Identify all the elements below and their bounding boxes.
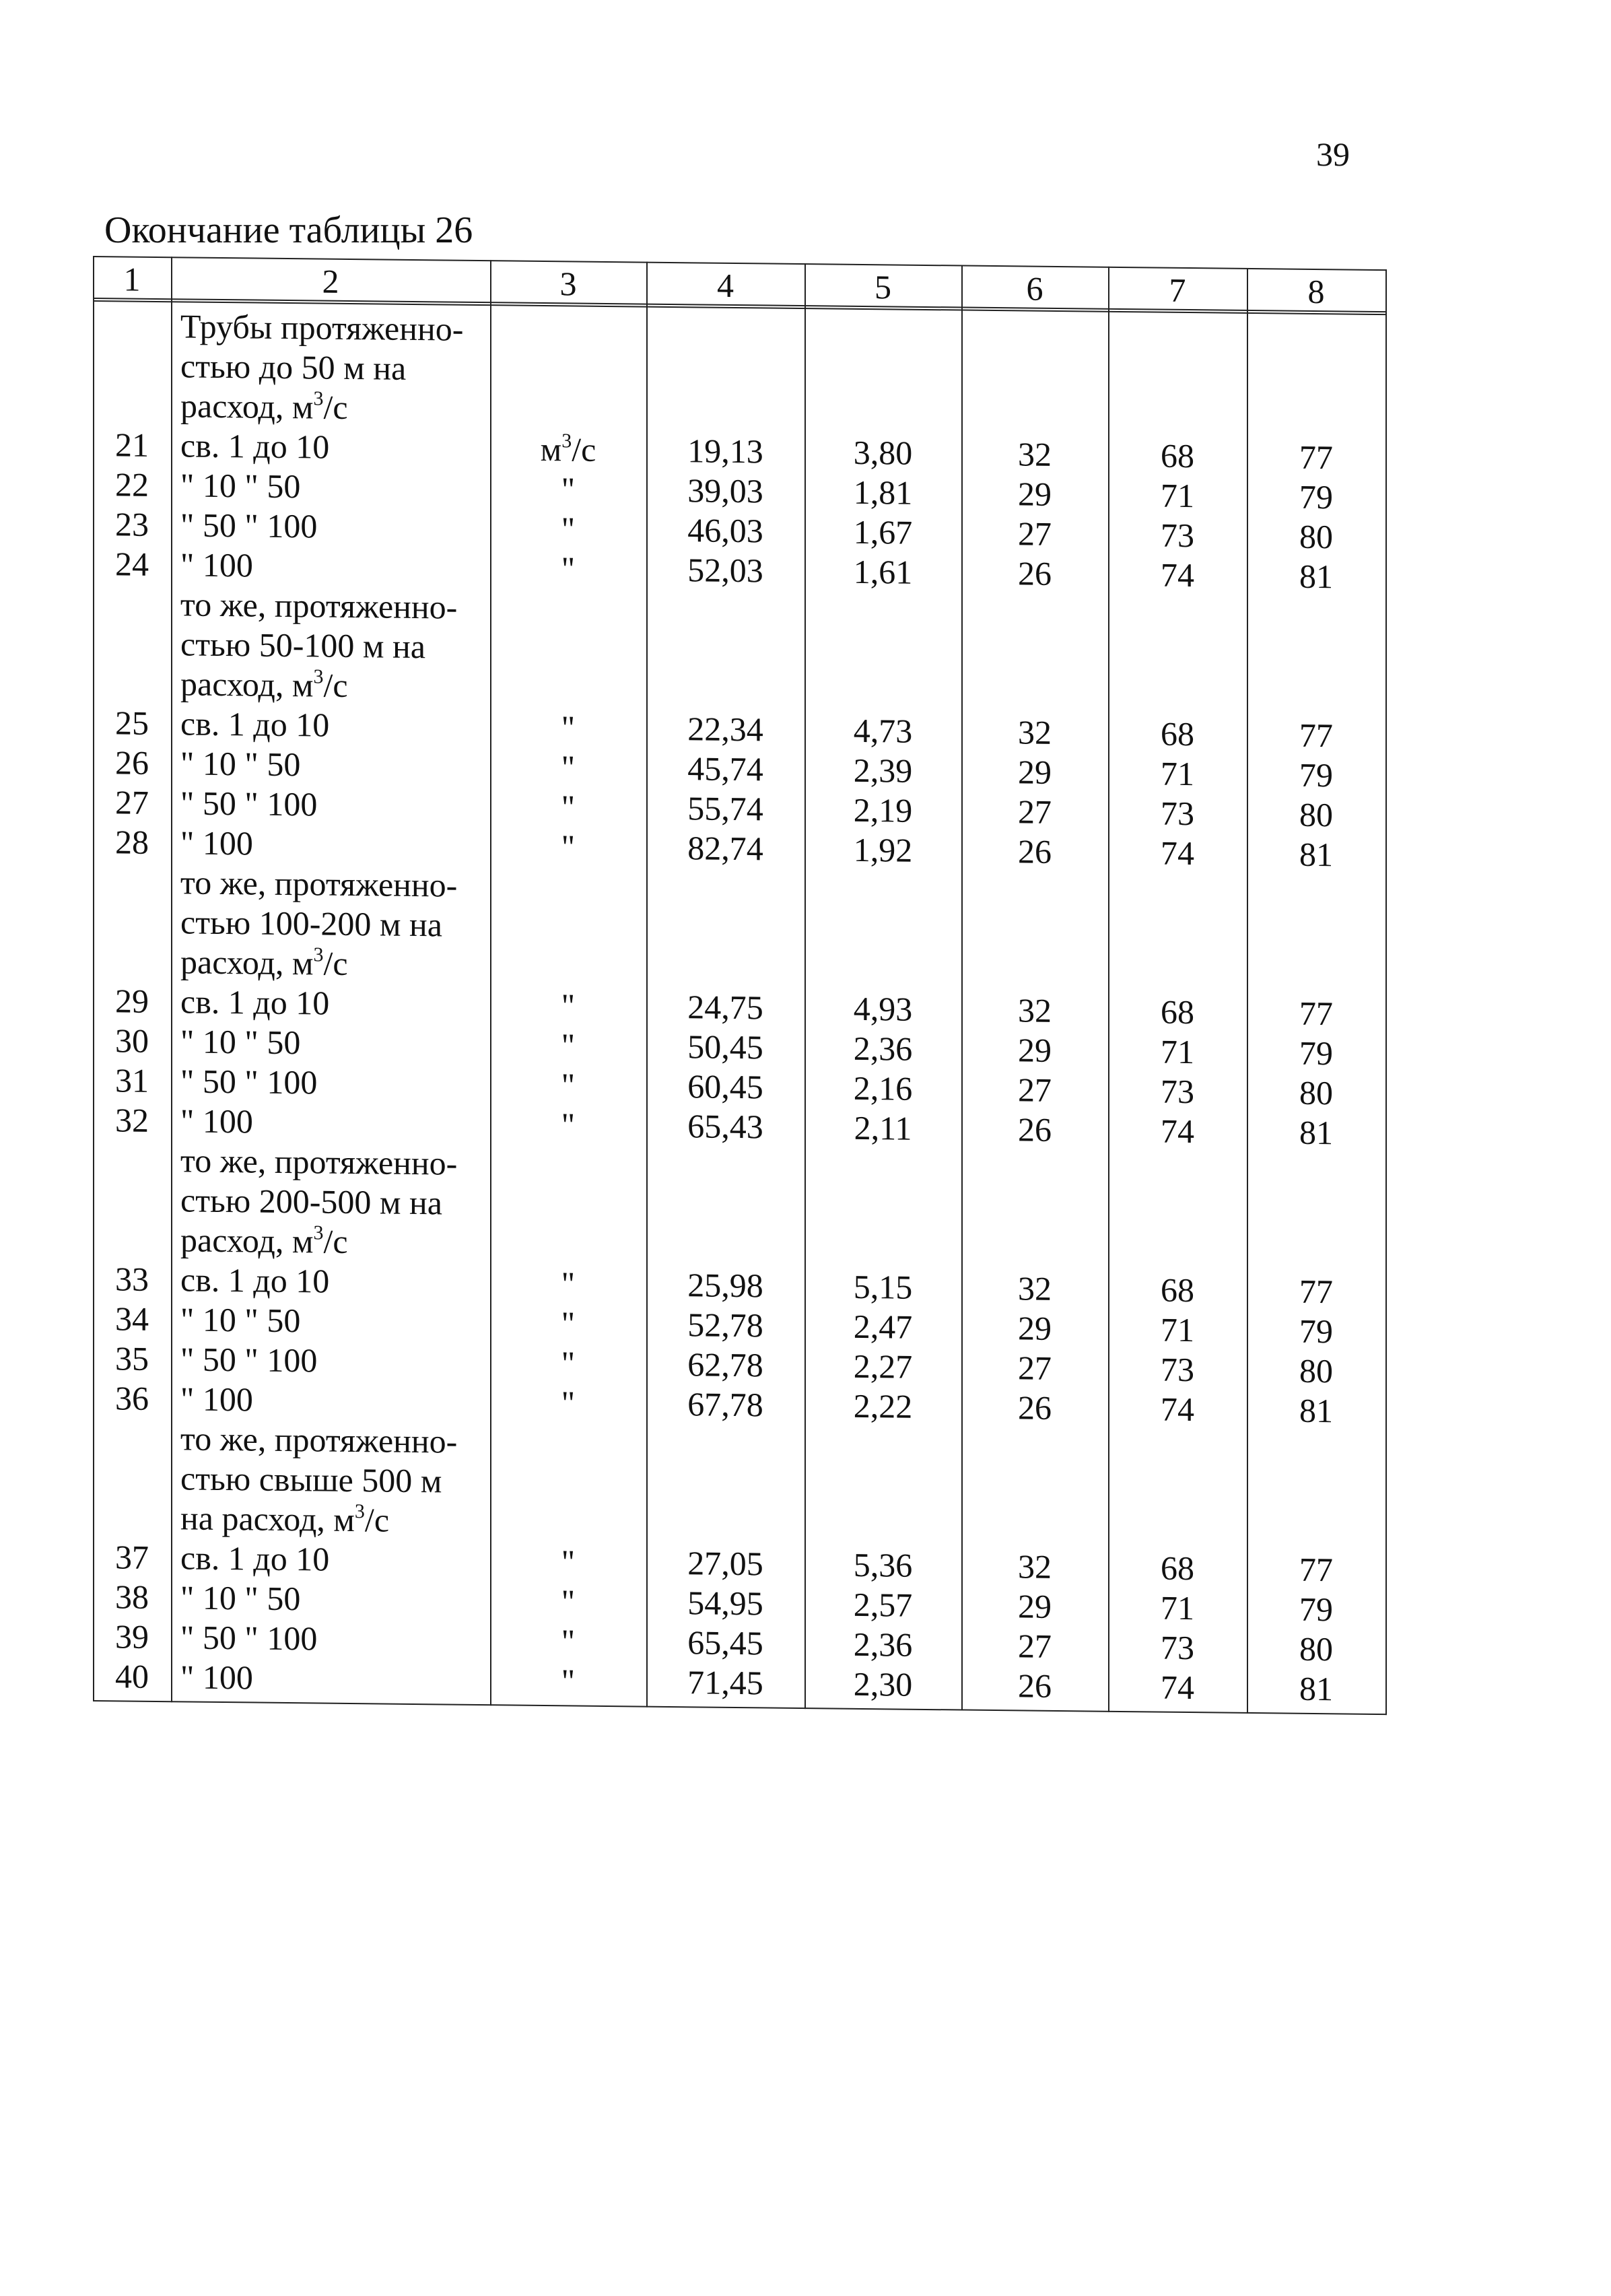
cell-col-7: 74 [1161, 1390, 1194, 1429]
header-cell-1: 1 [123, 260, 141, 298]
group-heading-line: стью 100-200 м на [180, 903, 442, 944]
cell-col-2: " 10 " 50 [180, 466, 301, 506]
cell-col-5: 2,27 [853, 1347, 913, 1386]
cell-col-6: 27 [1018, 792, 1052, 831]
cell-col-7: 71 [1161, 476, 1194, 515]
cell-col-5: 4,73 [853, 711, 913, 750]
cell-col-5: 2,57 [853, 1585, 913, 1624]
cell-col-5: 4,93 [853, 989, 913, 1028]
cell-col-7: 68 [1161, 1271, 1194, 1310]
cell-col-3: " [561, 510, 576, 548]
cell-col-1: 32 [115, 1101, 149, 1139]
cell-col-2: св. 1 до 10 [180, 426, 330, 466]
cell-col-8: 81 [1299, 1113, 1333, 1152]
cell-col-8: 80 [1299, 1073, 1333, 1112]
cell-col-4: 54,95 [687, 1584, 763, 1623]
cell-col-4: 67,78 [687, 1385, 763, 1424]
group-heading-line: стью 50-100 м на [180, 625, 425, 666]
cell-col-8: 79 [1299, 755, 1333, 795]
cell-col-4: 22,34 [687, 710, 763, 749]
cell-col-3: " [561, 1304, 576, 1343]
cell-col-4: 50,45 [687, 1027, 763, 1067]
cell-col-6: 32 [1018, 435, 1052, 473]
cell-col-7: 71 [1161, 1310, 1194, 1349]
cell-col-3: " [561, 1026, 576, 1065]
cell-col-4: 46,03 [687, 511, 763, 550]
header-cell-2: 2 [322, 262, 339, 300]
cell-col-2: " 100 [180, 1658, 253, 1697]
cell-col-1: 40 [115, 1657, 149, 1695]
cell-col-1: 33 [115, 1260, 149, 1298]
cell-col-2: " 100 [180, 1380, 253, 1419]
cell-col-8: 79 [1299, 1034, 1333, 1073]
cell-col-3: " [561, 788, 576, 826]
cell-col-4: 65,43 [687, 1107, 763, 1146]
cell-col-4: 65,45 [687, 1623, 763, 1662]
cell-col-4: 45,74 [687, 749, 763, 788]
cell-col-5: 2,16 [853, 1069, 913, 1108]
cell-col-8: 81 [1299, 557, 1333, 596]
cell-col-2: " 50 " 100 [180, 784, 318, 823]
cell-col-3: " [561, 1622, 576, 1660]
cell-col-3: " [561, 549, 576, 588]
cell-col-3: " [561, 828, 576, 866]
header-cell-7: 7 [1169, 271, 1186, 310]
cell-col-2: " 100 [180, 545, 253, 584]
cell-col-4: 62,78 [687, 1345, 763, 1384]
cell-col-1: 35 [115, 1339, 149, 1378]
cell-col-6: 32 [1018, 1269, 1052, 1308]
cell-col-1: 30 [115, 1021, 149, 1060]
group-heading-line: расход, $м^3/с$ [180, 665, 348, 704]
cell-col-7: 68 [1161, 714, 1194, 753]
group-heading-line: то же, протяженно- [180, 585, 458, 626]
cell-col-7: 68 [1161, 436, 1194, 475]
cell-col-6: 27 [1018, 514, 1052, 553]
cell-col-6: 26 [1018, 1388, 1052, 1427]
cell-col-3: " [561, 1344, 576, 1382]
group-heading-line: стью свыше 500 м [180, 1459, 442, 1500]
cell-col-1: 23 [115, 505, 149, 543]
cell-col-4: 39,03 [687, 471, 763, 510]
cell-col-7: 74 [1161, 555, 1194, 595]
cell-col-7: 74 [1161, 834, 1194, 873]
cell-col-6: 29 [1018, 753, 1052, 791]
cell-col-8: 80 [1299, 1351, 1333, 1390]
cell-col-7: 71 [1161, 754, 1194, 793]
cell-col-1: 34 [115, 1299, 149, 1338]
group-heading-line: расход, $м^3/с$ [180, 943, 348, 982]
cell-col-8: 77 [1299, 716, 1333, 755]
cell-col-6: 29 [1018, 1587, 1052, 1625]
cell-col-7: 73 [1161, 1072, 1194, 1111]
cell-col-7: 74 [1161, 1112, 1194, 1151]
group-heading-line: то же, протяженно- [180, 863, 458, 904]
cell-col-6: 26 [1018, 554, 1052, 593]
cell-col-5: 1,92 [853, 830, 913, 869]
cell-col-7: 71 [1161, 1588, 1194, 1627]
cell-col-8: 77 [1299, 438, 1333, 477]
cell-col-5: 2,30 [853, 1664, 913, 1703]
cell-col-1: 28 [115, 823, 149, 861]
cell-col-5: 1,67 [853, 512, 913, 551]
data-table [93, 256, 1387, 1715]
cell-col-5: 2,11 [854, 1108, 912, 1147]
group-heading-line: расход, $м^3/с$ [180, 1221, 348, 1260]
cell-col-1: 36 [115, 1379, 149, 1417]
header-cell-3: 3 [559, 265, 577, 303]
cell-col-4: 71,45 [687, 1663, 763, 1702]
cell-col-3: " [561, 1662, 576, 1700]
cell-col-7: 73 [1161, 516, 1194, 555]
table-caption: Окончание таблицы 26 [104, 209, 473, 251]
cell-col-2: " 50 " 100 [180, 506, 318, 545]
group-heading-line: стью до 50 м на [180, 347, 407, 387]
cell-col-6: 26 [1018, 1666, 1052, 1705]
cell-col-3: " [561, 1066, 576, 1104]
cell-col-3: " [561, 986, 576, 1025]
cell-col-2: св. 1 до 10 [180, 704, 330, 744]
cell-col-7: 71 [1161, 1032, 1194, 1071]
cell-col-8: 80 [1299, 1629, 1333, 1668]
cell-col-1: 21 [115, 426, 149, 464]
cell-col-6: 27 [1018, 1071, 1052, 1109]
cell-col-2: " 100 [180, 823, 253, 863]
cell-col-1: 37 [115, 1538, 149, 1576]
cell-col-5: 2,22 [853, 1386, 913, 1425]
cell-col-3: " [561, 1106, 576, 1144]
cell-col-5: 2,36 [853, 1029, 913, 1068]
cell-col-5: 2,36 [853, 1625, 913, 1664]
cell-col-1: 38 [115, 1578, 149, 1616]
cell-col-2: " 10 " 50 [180, 1022, 301, 1062]
cell-col-3: " [561, 1264, 576, 1303]
cell-col-6: 26 [1018, 832, 1052, 871]
cell-col-1: 29 [115, 982, 149, 1020]
cell-col-2: " 100 [180, 1102, 253, 1141]
cell-col-8: 80 [1299, 795, 1333, 834]
group-heading-line: то же, протяженно- [180, 1141, 458, 1182]
cell-col-5: 5,15 [853, 1267, 913, 1306]
cell-col-7: 68 [1161, 992, 1194, 1032]
cell-col-5: 2,19 [853, 790, 913, 830]
cell-col-2: св. 1 до 10 [180, 982, 330, 1022]
cell-col-3: " [561, 708, 576, 747]
cell-col-1: 25 [115, 704, 149, 742]
cell-col-6: 29 [1018, 1309, 1052, 1347]
cell-col-7: 73 [1161, 1350, 1194, 1389]
cell-col-4: 82,74 [687, 829, 763, 868]
cell-col-5: 2,39 [853, 751, 913, 790]
cell-col-4: 19,13 [687, 432, 763, 471]
cell-col-3: " [561, 748, 576, 786]
cell-col-7: 73 [1161, 794, 1194, 833]
cell-col-5: 5,36 [853, 1545, 913, 1584]
cell-col-6: 26 [1018, 1110, 1052, 1149]
page-number: 39 [1316, 135, 1350, 173]
cell-col-4: 60,45 [687, 1067, 763, 1106]
cell-col-8: 81 [1299, 1669, 1333, 1708]
cell-col-8: 79 [1299, 1312, 1333, 1351]
cell-col-6: 29 [1018, 1031, 1052, 1069]
header-cell-4: 4 [717, 266, 734, 304]
cell-col-2: " 50 " 100 [180, 1340, 318, 1380]
cell-col-2: " 10 " 50 [180, 744, 301, 784]
header-cell-8: 8 [1307, 272, 1325, 311]
group-heading-line: стью 200-500 м на [180, 1181, 442, 1222]
cell-col-2: св. 1 до 10 [180, 1260, 330, 1300]
cell-col-4: 27,05 [687, 1544, 763, 1583]
cell-col-1: 22 [115, 465, 149, 504]
cell-col-8: 79 [1299, 1590, 1333, 1629]
header-cell-6: 6 [1026, 269, 1043, 308]
cell-col-8: 81 [1299, 1391, 1333, 1430]
cell-col-5: 2,47 [853, 1307, 913, 1346]
cell-col-7: 73 [1161, 1628, 1194, 1667]
cell-col-4: 52,78 [687, 1306, 763, 1345]
cell-col-4: 55,74 [687, 789, 763, 828]
cell-col-6: 32 [1018, 713, 1052, 751]
cell-col-8: 79 [1299, 477, 1333, 516]
cell-col-8: 80 [1299, 517, 1333, 556]
cell-col-6: 29 [1018, 475, 1052, 513]
cell-col-3: " [561, 1582, 576, 1621]
group-heading-line: на расход, $м^3/с$ [180, 1499, 390, 1539]
cell-col-5: 3,80 [853, 433, 913, 472]
cell-col-8: 77 [1299, 994, 1333, 1033]
cell-col-4: 25,98 [687, 1266, 763, 1305]
cell-col-3: " [561, 1384, 576, 1422]
cell-col-3: $м^3/с$ [540, 430, 596, 469]
cell-col-2: " 10 " 50 [180, 1578, 301, 1618]
cell-col-7: 68 [1161, 1549, 1194, 1588]
cell-col-3: " [561, 470, 576, 508]
cell-col-2: " 10 " 50 [180, 1300, 301, 1340]
header-cell-5: 5 [875, 268, 891, 306]
cell-col-3: " [561, 1543, 576, 1581]
cell-col-2: " 50 " 100 [180, 1618, 318, 1658]
cell-col-7: 74 [1161, 1668, 1194, 1707]
cell-col-1: 31 [115, 1061, 149, 1100]
cell-col-8: 81 [1299, 835, 1333, 874]
cell-col-8: 77 [1299, 1272, 1333, 1311]
cell-col-1: 27 [115, 783, 149, 821]
cell-col-8: 77 [1299, 1550, 1333, 1589]
cell-col-5: 1,61 [853, 552, 913, 591]
cell-col-6: 32 [1018, 991, 1052, 1029]
cell-col-6: 27 [1018, 1349, 1052, 1387]
cell-col-1: 26 [115, 743, 149, 782]
cell-col-2: св. 1 до 10 [180, 1539, 330, 1578]
group-heading-line: расход, $м^3/с$ [180, 386, 348, 426]
cell-col-1: 39 [115, 1617, 149, 1656]
cell-col-6: 27 [1018, 1627, 1052, 1665]
cell-col-2: " 50 " 100 [180, 1062, 318, 1102]
cell-col-4: 24,75 [687, 988, 763, 1027]
cell-col-5: 1,81 [853, 473, 913, 512]
cell-col-6: 32 [1018, 1547, 1052, 1586]
cell-col-1: 24 [115, 545, 149, 583]
group-heading-line: Трубы протяженно- [180, 307, 464, 348]
group-heading-line: то же, протяженно- [180, 1419, 458, 1460]
cell-col-4: 52,03 [687, 551, 763, 590]
